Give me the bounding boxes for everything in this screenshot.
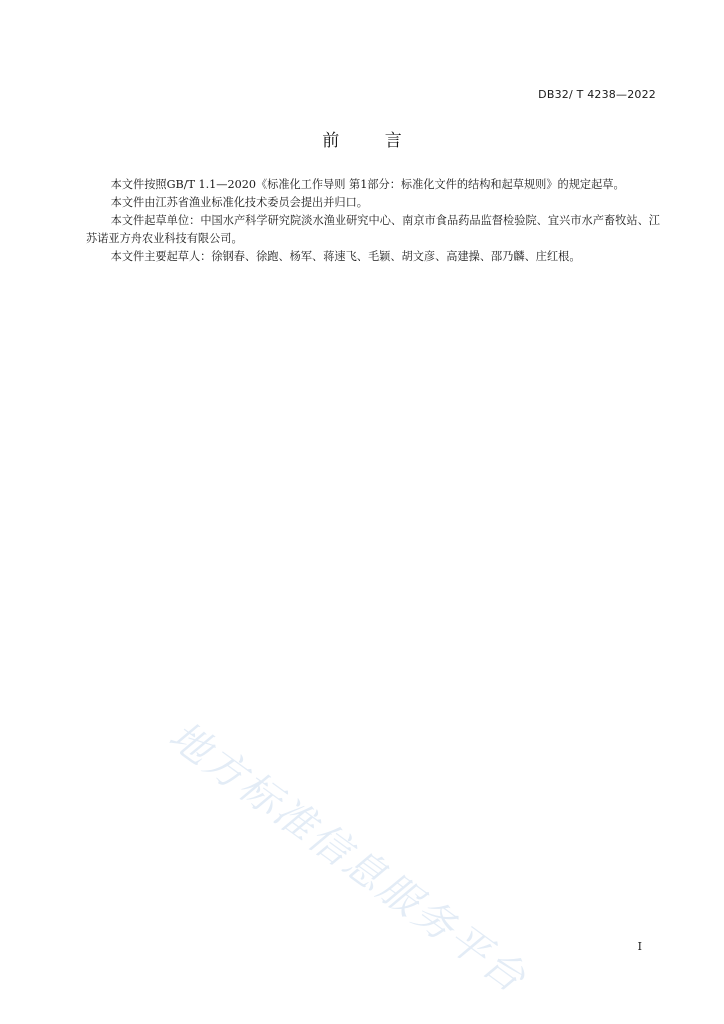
standard-code: DB32/ T 4238—2022: [538, 88, 656, 101]
paragraph-drafting-units: 本文件起草单位：中国水产科学研究院淡水渔业研究中心、南京市食品药品监督检验院、宜兴市水产畜牧站、江苏诺亚方舟农业科技有限公司。: [86, 214, 660, 245]
paragraph-drafters: 本文件主要起草人：徐钢春、徐跑、杨军、蒋速飞、毛颖、胡文彦、高建操、邵乃麟、庄红根。: [110, 250, 581, 263]
paragraph-proposer: 本文件由江苏省渔业标准化技术委员会提出并归口。: [110, 196, 368, 209]
watermark: 地方标准信息服务平台: [160, 712, 536, 1003]
foreword-body: [86, 176, 660, 266]
paragraph-drafting-rules: 本文件按照GB/T 1.1—2020《标准化工作导则 第1部分：标准化文件的结构和起草规则》的规定起草。: [110, 178, 625, 191]
page-title: 前 言: [322, 131, 422, 151]
page-number: I: [637, 940, 642, 953]
